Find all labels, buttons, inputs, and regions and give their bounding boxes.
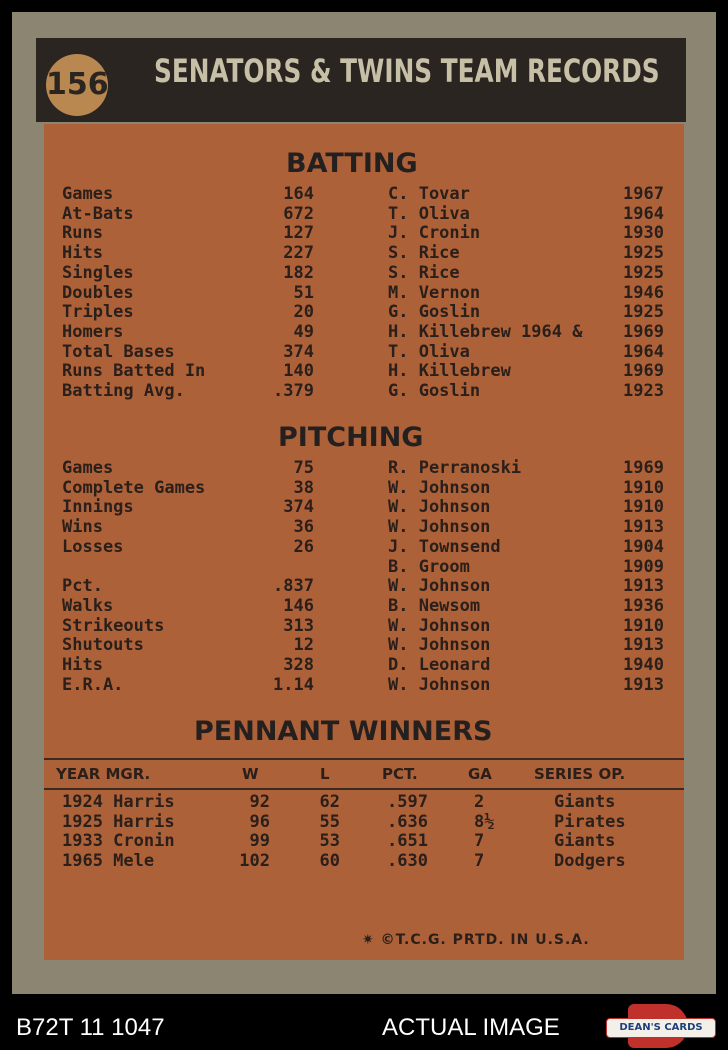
batting-row (44, 322, 684, 342)
record-year: 1925 (623, 243, 664, 264)
pennant-year-mgr: 1925 Harris (62, 811, 175, 832)
stat-value: 374 (283, 341, 314, 362)
record-year: 1930 (623, 223, 664, 244)
record-year: 1964 (623, 203, 664, 224)
record-year: 1923 (623, 381, 664, 401)
player-name: W. Johnson (388, 635, 491, 656)
pitching-row (44, 616, 684, 636)
stat-label: Losses (62, 536, 124, 557)
stat-label: Runs (62, 223, 103, 244)
stat-value: 51 (293, 282, 314, 303)
stat-label: At-Bats (62, 203, 134, 224)
stat-label: Doubles (62, 282, 134, 303)
logo-text: DEAN'S CARDS (606, 1018, 716, 1038)
pennant-title: PENNANT WINNERS (194, 716, 493, 747)
stat-label: Pct. (62, 576, 103, 597)
stat-value: 182 (283, 262, 314, 283)
record-year: 1946 (623, 282, 664, 303)
batting-row (44, 223, 684, 243)
pennant-row (44, 831, 684, 851)
copyright-line: ✷ ©T.C.G. PRTD. IN U.S.A. (362, 932, 590, 948)
stat-label: Shutouts (62, 635, 144, 656)
pitching-row (44, 557, 684, 577)
header-pct: PCT. (382, 765, 418, 783)
stat-label: Triples (62, 302, 134, 323)
inventory-code: B72T 11 1047 (16, 1014, 165, 1041)
pennant-ga: 8½ (474, 811, 495, 832)
batting-row (44, 263, 684, 283)
stat-label: Walks (62, 595, 114, 616)
header-l: L (320, 765, 330, 783)
player-name: W. Johnson (388, 615, 491, 636)
pennant-w: 102 (239, 850, 270, 871)
stat-value: 313 (283, 615, 314, 636)
pennant-l: 60 (319, 850, 340, 871)
pennant-year-mgr: 1924 Harris (62, 792, 175, 812)
stat-label: Strikeouts (62, 615, 165, 636)
pennant-pct: .651 (387, 831, 428, 851)
pennant-row (44, 792, 684, 812)
stat-value: 164 (283, 184, 314, 204)
stat-value: 672 (283, 203, 314, 224)
stat-value: 1.14 (273, 674, 314, 695)
record-year: 1969 (623, 458, 664, 478)
record-year: 1967 (623, 184, 664, 204)
stat-value: 140 (283, 361, 314, 382)
stat-value: 75 (293, 458, 314, 478)
player-name: R. Perranoski (388, 458, 522, 478)
stat-label: Hits (62, 655, 103, 675)
pennant-series: Pirates (554, 811, 626, 832)
batting-row (44, 302, 684, 322)
pitching-row (44, 635, 684, 655)
player-name: B. Newsom (388, 595, 481, 616)
pitching-row (44, 655, 684, 675)
header-series: SERIES OP. (534, 765, 626, 783)
record-year: 1910 (623, 497, 664, 518)
batting-row (44, 204, 684, 224)
pitching-row (44, 675, 684, 695)
player-name: M. Vernon (388, 282, 481, 303)
stat-value: 20 (293, 302, 314, 323)
record-year: 1964 (623, 341, 664, 362)
stat-value: 227 (283, 243, 314, 264)
player-name: G. Goslin (388, 302, 481, 323)
pitching-row (44, 537, 684, 557)
stat-value: .379 (273, 381, 314, 401)
record-year: 1910 (623, 477, 664, 498)
pitching-title: PITCHING (278, 422, 424, 453)
stat-label: Hits (62, 243, 103, 264)
pennant-w: 96 (249, 811, 270, 832)
pennant-series: Giants (554, 792, 616, 812)
pennant-row (44, 812, 684, 832)
stat-value: 26 (293, 536, 314, 557)
stat-value: 127 (283, 223, 314, 244)
header-w: W (242, 765, 259, 783)
batting-row (44, 342, 684, 362)
player-name: W. Johnson (388, 477, 491, 498)
pitching-row (44, 517, 684, 537)
stat-label: Games (62, 184, 114, 204)
pennant-w: 99 (249, 831, 270, 851)
player-name: W. Johnson (388, 517, 491, 538)
pitching-row (44, 458, 684, 478)
stat-label: Games (62, 458, 114, 478)
stat-value: 12 (293, 635, 314, 656)
stat-value: 374 (283, 497, 314, 518)
stat-label: Runs Batted In (62, 361, 206, 382)
player-name: S. Rice (388, 262, 460, 283)
player-name: T. Oliva (388, 341, 470, 362)
pennant-series: Giants (554, 831, 616, 851)
record-year: 1904 (623, 536, 664, 557)
batting-row (44, 361, 684, 381)
stat-label: Total Bases (62, 341, 175, 362)
pennant-w: 92 (249, 792, 270, 812)
player-name: G. Goslin (388, 381, 481, 401)
header-ga: GA (468, 765, 492, 783)
stat-label: E.R.A. (62, 674, 124, 695)
stat-label: Singles (62, 262, 134, 283)
batting-row (44, 381, 684, 401)
player-name: H. Killebrew 1964 & (388, 321, 583, 342)
pennant-series: Dodgers (554, 850, 626, 871)
pitching-row (44, 576, 684, 596)
player-name: W. Johnson (388, 497, 491, 518)
player-name: W. Johnson (388, 576, 491, 597)
stat-value: 38 (293, 477, 314, 498)
player-name: C. Tovar (388, 184, 470, 204)
card-title: SENATORS & TWINS TEAM RECORDS (154, 52, 660, 90)
pitching-row (44, 596, 684, 616)
pitching-row (44, 497, 684, 517)
player-name: S. Rice (388, 243, 460, 264)
header-year-mgr: YEAR MGR. (56, 765, 151, 783)
pennant-pct: .630 (387, 850, 428, 871)
player-name: W. Johnson (388, 674, 491, 695)
stat-value: 328 (283, 655, 314, 675)
card-header (36, 38, 686, 122)
pennant-pct: .597 (387, 792, 428, 812)
record-year: 1936 (623, 595, 664, 616)
pennant-header-row (44, 758, 684, 790)
stat-value: 49 (293, 321, 314, 342)
player-name: B. Groom (388, 556, 470, 577)
player-name: J. Townsend (388, 536, 501, 557)
batting-row (44, 184, 684, 204)
player-name: J. Cronin (388, 223, 481, 244)
record-year: 1969 (623, 321, 664, 342)
records-panel (44, 124, 684, 960)
record-year: 1940 (623, 655, 664, 675)
stat-label: Wins (62, 517, 103, 538)
record-year: 1913 (623, 576, 664, 597)
batting-row (44, 243, 684, 263)
record-year: 1925 (623, 302, 664, 323)
record-year: 1913 (623, 517, 664, 538)
record-year: 1909 (623, 556, 664, 577)
stat-value: 36 (293, 517, 314, 538)
stat-value: 146 (283, 595, 314, 616)
record-year: 1910 (623, 615, 664, 636)
pitching-row (44, 478, 684, 498)
pennant-pct: .636 (387, 811, 428, 832)
pennant-l: 62 (319, 792, 340, 812)
player-name: H. Killebrew (388, 361, 511, 382)
player-name: D. Leonard (388, 655, 491, 675)
pennant-ga: 2 (474, 792, 485, 812)
pennant-year-mgr: 1965 Mele (62, 850, 155, 871)
pennant-l: 55 (319, 811, 340, 832)
stat-label: Complete Games (62, 477, 206, 498)
batting-title: BATTING (286, 148, 418, 179)
stat-label: Homers (62, 321, 124, 342)
stat-value: .837 (273, 576, 314, 597)
record-year: 1925 (623, 262, 664, 283)
record-year: 1913 (623, 674, 664, 695)
actual-image-label: ACTUAL IMAGE (382, 1014, 560, 1041)
stat-label: Batting Avg. (62, 381, 185, 401)
record-year: 1969 (623, 361, 664, 382)
record-year: 1913 (623, 635, 664, 656)
pennant-ga: 7 (474, 850, 485, 871)
pennant-l: 53 (319, 831, 340, 851)
batting-row (44, 283, 684, 303)
deans-cards-logo (606, 1004, 718, 1048)
card-number: 156 (46, 54, 108, 116)
pennant-row (44, 851, 684, 871)
pennant-year-mgr: 1933 Cronin (62, 831, 175, 851)
player-name: T. Oliva (388, 203, 470, 224)
stat-label: Innings (62, 497, 134, 518)
pennant-ga: 7 (474, 831, 485, 851)
